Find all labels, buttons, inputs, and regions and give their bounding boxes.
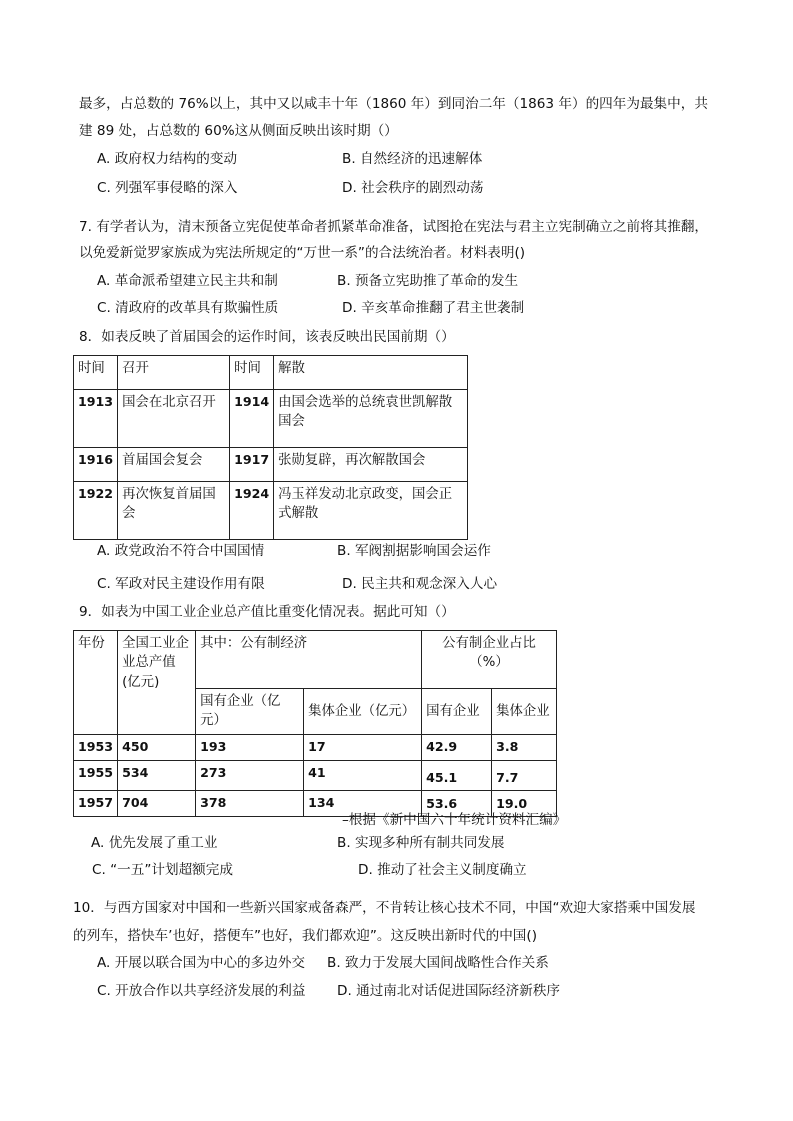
q8-option-b[interactable]: B. 军阀割据影响国会运作	[337, 543, 491, 559]
q8-cell: 1916	[74, 448, 118, 482]
q8-cell: 1913	[74, 390, 118, 448]
q8-cell: 冯玉祥发动北京政变，国会正式解散	[274, 482, 468, 540]
q9-cell: 534	[118, 760, 196, 790]
q7-stem-line2: 以免爱新觉罗家族成为宪法所规定的“万世一系”的合法统治者。材料表明()	[79, 245, 526, 261]
q9-option-d[interactable]: D. 推动了社会主义制度确立	[358, 862, 527, 878]
q6-option-c[interactable]: C. 列强军事侵略的深入	[97, 180, 238, 196]
q9-cell: 378	[196, 790, 304, 816]
q9-stem: 9．如表为中国工业企业总产值比重变化情况表。据此可知（）	[79, 604, 455, 620]
q9-header-year: 年份	[74, 631, 118, 735]
q9-cell: 273	[196, 760, 304, 790]
q8-option-c[interactable]: C. 军政对民主建设作用有限	[97, 576, 265, 592]
q9-cell: 704	[118, 790, 196, 816]
q7-option-a[interactable]: A. 革命派希望建立民主共和制	[97, 273, 278, 289]
q10-option-a[interactable]: A. 开展以联合国为中心的多边外交	[97, 955, 306, 971]
q8-cell: 1917	[230, 448, 274, 482]
q9-cell: 1957	[74, 790, 118, 816]
q9-option-b[interactable]: B. 实现多种所有制共同发展	[337, 835, 505, 851]
q9-header-state: 国有企业（亿元）	[196, 689, 304, 735]
q9-option-c[interactable]: C. “一五”计划超额完成	[92, 862, 233, 878]
q8-cell: 再次恢复首届国会	[118, 482, 230, 540]
q9-cell: 7.7	[492, 760, 557, 790]
q8-stem: 8．如表反映了首届国会的运作时间，该表反映出民国前期（）	[79, 329, 455, 345]
q8-table	[73, 355, 468, 540]
q9-cell: 19.0	[492, 790, 557, 816]
q6-option-d[interactable]: D. 社会秩序的剧烈动荡	[342, 180, 484, 196]
q9-cell: 134	[304, 790, 422, 816]
table-row	[74, 760, 557, 790]
q7-option-d[interactable]: D. 辛亥革命推翻了君主世袭制	[342, 300, 525, 316]
q8-header-cell: 时间	[74, 356, 118, 390]
q10-stem-line2: 的列车，搭快车’也好，搭便车”也好，我们都欢迎”。这反映出新时代的中国()	[73, 928, 538, 944]
q8-cell: 张勋复辟，再次解散国会	[274, 448, 468, 482]
q8-cell: 国会在北京召开	[118, 390, 230, 448]
q9-cell: 42.9	[422, 734, 492, 760]
table-row	[74, 734, 557, 760]
q9-header-collective: 集体企业（亿元）	[304, 689, 422, 735]
q8-cell: 1914	[230, 390, 274, 448]
q8-option-a[interactable]: A. 政党政治不符合中国国情	[97, 543, 265, 559]
q7-option-b[interactable]: B. 预备立宪助推了革命的发生	[337, 273, 519, 289]
q9-cell: 17	[304, 734, 422, 760]
q8-cell: 1924	[230, 482, 274, 540]
q9-cell: 45.1	[422, 760, 492, 790]
q8-header-cell: 时间	[230, 356, 274, 390]
q10-option-b[interactable]: B. 致力于发展大国间战略性合作关系	[327, 955, 549, 971]
q9-cell: 1953	[74, 734, 118, 760]
q9-table	[73, 630, 557, 817]
q8-table-header-row	[74, 356, 468, 390]
q8-cell: 1922	[74, 482, 118, 540]
q9-cell: 193	[196, 734, 304, 760]
q9-header-total: 全国工业企业总产值(亿元)	[118, 631, 196, 735]
q8-cell: 由国会选举的总统袁世凯解散国会	[274, 390, 468, 448]
q10-stem-line1: 10．与西方国家对中国和一些新兴国家戒备森严，不肯转让核心技术不同，中国“欢迎大家搭乘中国发展	[73, 900, 696, 916]
q9-table-header-row	[74, 631, 557, 689]
q7-stem-line1: 7. 有学者认为，清末预备立宪促使革命者抓紧革命准备，试图抢在宪法与君主立宪制确立之前将其推翻，	[79, 219, 709, 235]
table-row	[74, 482, 468, 540]
q8-header-cell: 解散	[274, 356, 468, 390]
q9-cell: 3.8	[492, 734, 557, 760]
q8-header-cell: 召开	[118, 356, 230, 390]
q6-stem-line1: 最多，占总数的 76%以上，其中又以咸丰十年（1860 年）到同治二年（1863 年）的四年为最集中，共	[79, 96, 708, 112]
q9-header-public: 其中：公有制经济	[196, 631, 422, 689]
q9-source-note: –根据《新中国六十年统计资料汇编》	[342, 812, 567, 828]
q9-header-state-share: 国有企业	[422, 689, 492, 735]
q9-header-share: 公有制企业占比（%）	[422, 631, 557, 689]
q7-option-c[interactable]: C. 清政府的改革具有欺骗性质	[97, 300, 279, 316]
q9-option-a[interactable]: A. 优先发展了重工业	[91, 835, 218, 851]
q8-cell: 首届国会复会	[118, 448, 230, 482]
q10-option-d[interactable]: D. 通过南北对话促进国际经济新秩序	[337, 983, 561, 999]
q9-cell: 53.6	[422, 790, 492, 816]
table-row	[74, 390, 468, 448]
q9-cell: 41	[304, 760, 422, 790]
q9-cell: 450	[118, 734, 196, 760]
q10-option-c[interactable]: C. 开放合作以共享经济发展的利益	[97, 983, 306, 999]
table-row	[74, 448, 468, 482]
q9-cell: 1955	[74, 760, 118, 790]
q6-option-a[interactable]: A. 政府权力结构的变动	[97, 151, 238, 167]
q9-header-collective-share: 集体企业	[492, 689, 557, 735]
q6-option-b[interactable]: B. 自然经济的迅速解体	[342, 151, 483, 167]
q6-stem-line2: 建 89 处，占总数的 60%这从侧面反映出该时期（）	[79, 123, 398, 139]
q8-option-d[interactable]: D. 民主共和观念深入人心	[342, 576, 498, 592]
